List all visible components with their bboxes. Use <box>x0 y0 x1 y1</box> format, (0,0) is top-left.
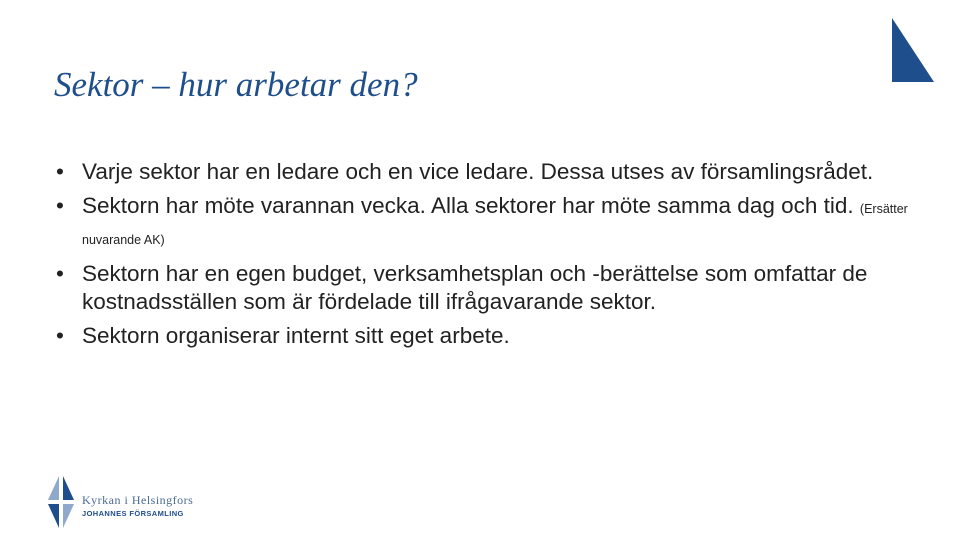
bullet-note: (Ersätter nuvarande AK) <box>82 202 908 247</box>
bullet-item <box>56 260 916 316</box>
bullet-text: Sektorn har möte varannan vecka. Alla sektorer har möte samma dag och tid. <box>82 193 854 218</box>
slide-title: Sektor – hur arbetar den? <box>54 65 418 104</box>
bullet-item <box>56 158 916 186</box>
bullet-marker: • <box>56 261 64 286</box>
bullet-text: Sektorn har en egen budget, verksamhetsplan och -berättelse som omfattar de kostnadsställen som är fördelade till ifrågavarande sektor. <box>82 261 868 314</box>
bullet-item <box>56 192 916 254</box>
cross-emblem-icon <box>46 474 76 530</box>
bullet-text: Sektorn organiserar internt sitt eget arbete. <box>82 323 510 348</box>
bullet-marker: • <box>56 323 64 348</box>
bullet-item <box>56 322 916 350</box>
bullet-marker: • <box>56 159 64 184</box>
logo-subtitle: JOHANNES FÖRSAMLING <box>82 509 184 518</box>
bullet-text: Varje sektor har en ledare och en vice ledare. Dessa utses av församlingsrådet. <box>82 159 874 184</box>
bullet-marker: • <box>56 193 64 218</box>
bullet-list <box>56 158 916 356</box>
logo-name: Kyrkan i Helsingfors <box>82 493 194 507</box>
corner-triangle-decoration <box>890 18 936 84</box>
